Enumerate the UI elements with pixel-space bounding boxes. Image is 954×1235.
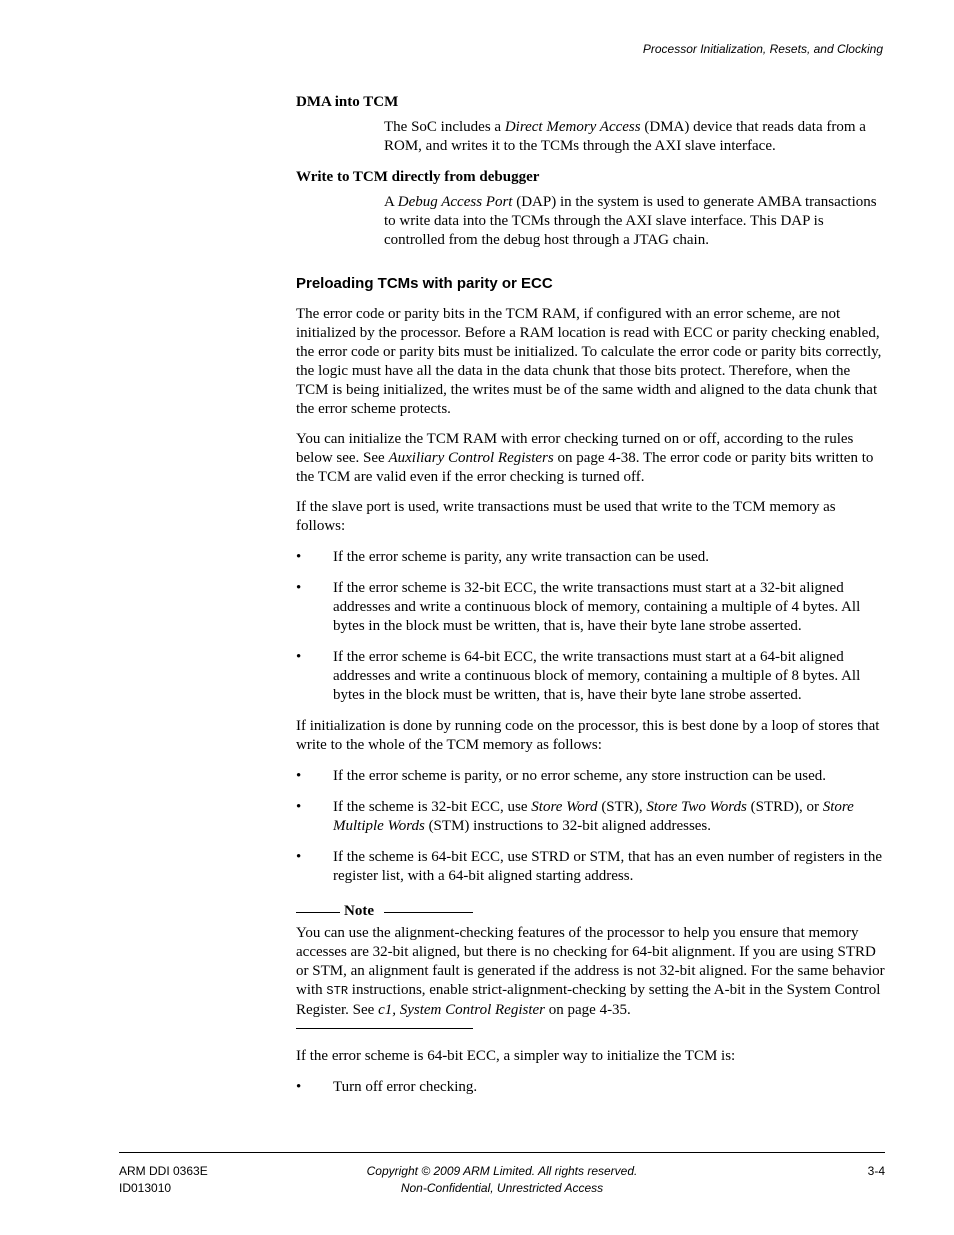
footer-doc-id: ID013010: [119, 1181, 172, 1195]
running-header: Processor Initialization, Resets, and Clocking: [642, 42, 883, 56]
note-rule-bottom: [296, 1028, 473, 1029]
list-item: If the scheme is 64-bit ECC, use STRD or STM, that has an even number of registers in the register list, with a 64-bit aligned starting address.: [333, 849, 883, 884]
footer-doc-number: ARM DDI 0363E: [119, 1164, 208, 1178]
bullet-marker: •: [296, 799, 302, 815]
section-heading-preloading: Preloading TCMs with parity or ECC: [296, 275, 553, 292]
footer-rule: [119, 1152, 885, 1153]
paragraph-slave-port: If the slave port is used, write transactions must be used that write to the TCM memory as follows:: [296, 499, 836, 534]
bullet-marker: •: [296, 768, 302, 784]
note-rule-left: [296, 912, 340, 913]
bullet-marker: •: [296, 580, 302, 596]
note-rule-right: [384, 912, 473, 913]
heading-write-from-debugger: Write to TCM directly from debugger: [296, 169, 540, 185]
bullet-marker: •: [296, 1079, 302, 1095]
list-item: Turn off error checking.: [333, 1079, 478, 1095]
debugger-description: A Debug Access Port (DAP) in the system is used to generate AMBA transactions to write data into the TCMs through the AXI slave interface. This DAP is controlled from the debug host through a JTAG chain.: [384, 194, 877, 248]
list-item: If the scheme is 32-bit ECC, use Store Word (STR), Store Two Words (STRD), or Store Multiple Words (STM) instructions to 32-bit aligned addresses.: [333, 799, 854, 834]
paragraph-processor-init: If initialization is done by running code on the processor, this is best done by a loop of stores that write to the whole of the TCM memory as follows:: [296, 718, 880, 753]
heading-dma-into-tcm: DMA into TCM: [296, 94, 399, 110]
note-label: Note: [344, 903, 374, 919]
bullet-marker: •: [296, 649, 302, 665]
footer-confidentiality: Non-Confidential, Unrestricted Access: [400, 1181, 604, 1195]
bullet-marker: •: [296, 849, 302, 865]
footer-page-number: 3-4: [867, 1164, 885, 1178]
dma-description: The SoC includes a Direct Memory Access (DMA) device that reads data from a ROM, and writes it to the TCMs through the AXI slave interface.: [384, 119, 866, 154]
paragraph-simpler-way: If the error scheme is 64-bit ECC, a simpler way to initialize the TCM is:: [296, 1048, 736, 1064]
list-item: If the error scheme is parity, or no error scheme, any store instruction can be used.: [333, 768, 827, 784]
list-item: If the error scheme is 32-bit ECC, the write transactions must start at a 32-bit aligned addresses and write a continuous block of memory, containing a multiple of 4 bytes. All bytes in the block must be written, that is, have their byte lane strobe asserted.: [333, 580, 861, 634]
footer-copyright: Copyright © 2009 ARM Limited. All rights reserved.: [366, 1164, 638, 1178]
bullet-marker: •: [296, 549, 302, 565]
list-item: If the error scheme is parity, any write transaction can be used.: [333, 549, 709, 565]
paragraph-error-code-intro: The error code or parity bits in the TCM RAM, if configured with an error scheme, are not initialized by the processor. Before a RAM location is read with ECC or parity checking enabled, the error code or parity bits must be initialized. To calculate the error code or parity bits correctly, the logic must have all the data in the data chunk that those bits protect. Therefore, when the TCM is being initialized, the writes must be of the same width and aligned to the data chunk that the error scheme protects.: [296, 306, 882, 417]
note-text: You can use the alignment-checking features of the processor to help you ensure that memory accesses are 32-bit aligned, but there is no checking for 64-bit alignment. If you are using STRD or STM, an alignment fault is generated if the address is not 32-bit aligned. For the same behavior with STR instructions, enable strict-alignment-checking by setting the A-bit in the System Control Register. See c1, System Control Register on page 4-35.: [296, 925, 885, 1018]
list-item: If the error scheme is 64-bit ECC, the write transactions must start at a 64-bit aligned addresses and write a continuous block of memory, containing a multiple of 8 bytes. All bytes in the block must be written, that is, have their byte lane strobe asserted.: [333, 649, 861, 703]
paragraph-initialize-tcm: You can initialize the TCM RAM with error checking turned on or off, according to the rules below see. See Auxiliary Control Registers on page 4-38. The error code or parity bits written to the TCM are valid even if the error checking is turned off.: [296, 431, 874, 485]
